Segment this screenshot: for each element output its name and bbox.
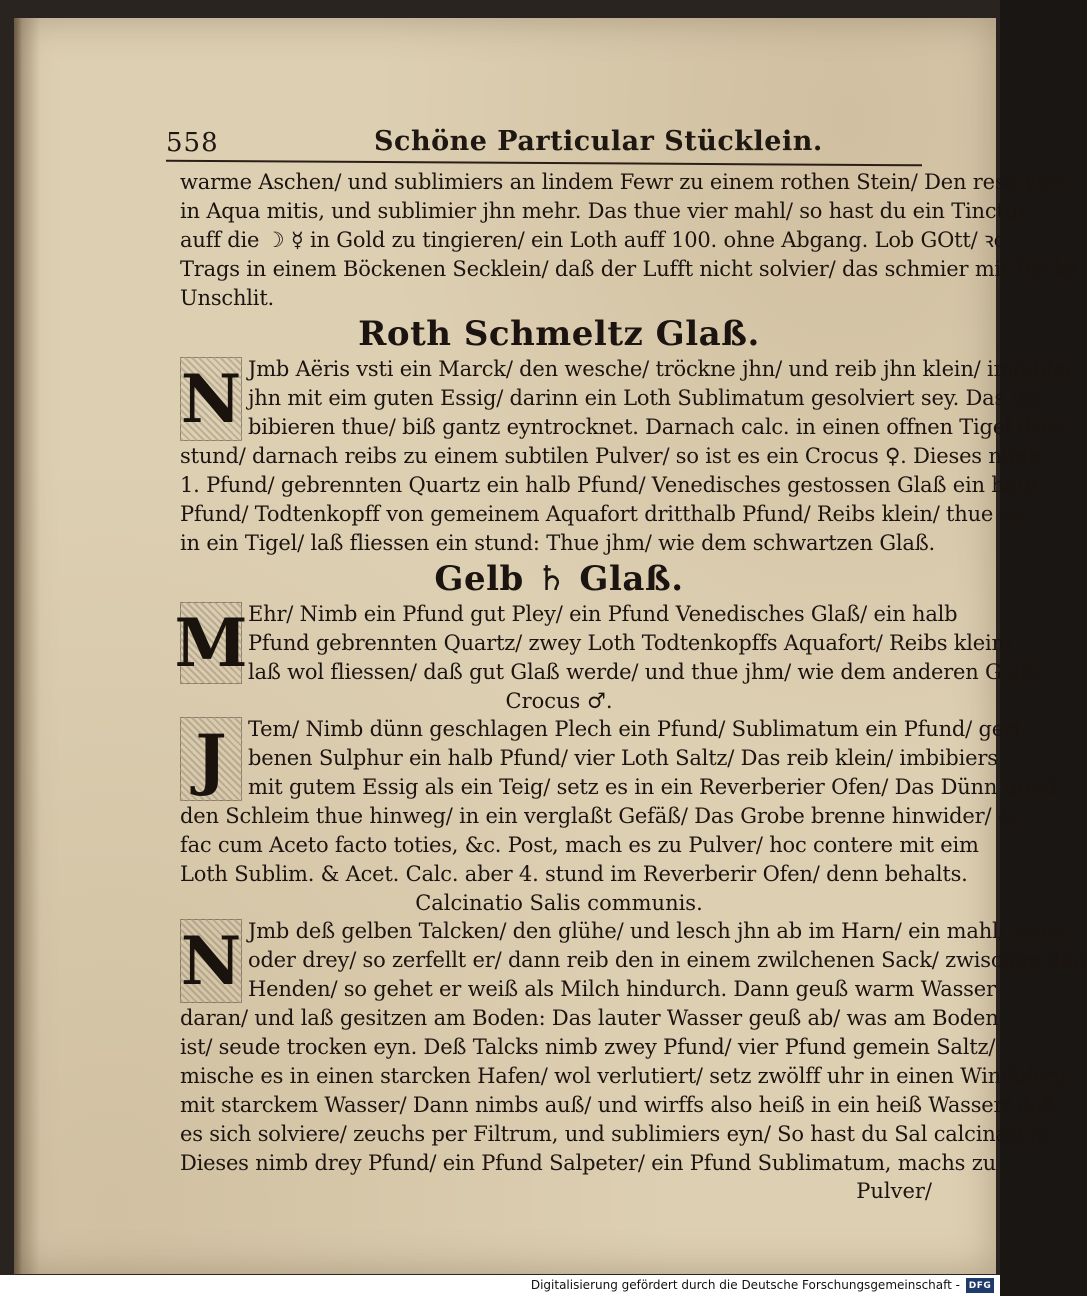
body-text (174, 168, 1087, 1204)
section-heading-calcinatio: Calcinatio Salis communis. (415, 891, 703, 915)
page-number: 558 (166, 128, 219, 158)
text-line: Henden/ so gehet er weiß als Milch hindurch. Dann geuß warm Wasser (248, 977, 996, 1001)
paragraph-gelb-glass (174, 600, 1041, 687)
text-line: Jmb Aëris vsti ein Marck/ den wesche/ tröckne jhn/ und reib jhn klein/ imbibier (248, 357, 1075, 381)
catchword: Pulver/ (856, 1179, 932, 1203)
text-line: Dieses nimb drey Pfund/ ein Pfund Salpeter/ ein Pfund Sublimatum, machs zu (180, 1151, 996, 1175)
text-line: daran/ und laß gesitzen am Boden: Das lauter Wasser geuß ab/ was am Boden (180, 1006, 999, 1030)
text-line: es sich solviere/ zeuchs per Filtrum, und sublimiers eyn/ So hast du Sal calcinatum. (180, 1122, 1056, 1146)
section-heading-gelb-glass: Gelb ♄ Glaß. (434, 559, 684, 599)
text-line: in Aqua mitis, und sublimier jhn mehr. Das thue vier mahl/ so hast du ein Tinctur (180, 199, 1028, 223)
text-line: bibieren thue/ biß gantz eyntrocknet. Darnach calc. in einen offnen Tigel drey (248, 415, 1065, 439)
text-line: fac cum Aceto facto toties, &c. Post, mach es zu Pulver/ hoc contere mit eim (180, 833, 979, 857)
running-head (166, 124, 926, 164)
digitization-footer (0, 1275, 1000, 1296)
text-line: stund/ darnach reibs zu einem subtilen Pulver/ so ist es ein Crocus ♀. Dieses nimb (180, 444, 1042, 468)
text-line: auff die ☽ ☿ in Gold zu tingieren/ ein Loth auff 100. ohne Abgang. Lob GOtt/ ꝛc. (180, 228, 1012, 252)
text-line: den Schleim thue hinweg/ in ein verglaßt Gefäß/ Das Grobe brenne hinwider/ & (180, 804, 1017, 828)
text-line: oder drey/ so zerfellt er/ dann reib den in einem zwilchenen Sack/ zwischen den (248, 948, 1087, 972)
text-line: 1. Pfund/ gebrennten Quartz ein halb Pfund/ Venedisches gestossen Glaß ein halb (180, 473, 1037, 497)
text-line: Pfund gebrennten Quartz/ zwey Loth Todtenkopffs Aquafort/ Reibs klein/ (248, 631, 1012, 655)
text-line: mische es in einen starcken Hafen/ wol verlutiert/ setz zwölff uhr in einen Windofen/ (180, 1064, 1067, 1088)
text-line: in ein Tigel/ laß fliessen ein stund: Thue jhm/ wie dem schwartzen Glaß. (180, 531, 936, 555)
text-line: Tem/ Nimb dünn geschlagen Plech ein Pfund/ Sublimatum ein Pfund/ geri- (248, 717, 1028, 741)
decorated-initial: N (180, 357, 242, 441)
text-line: Pfund/ Todtenkopff von gemeinem Aquafort dritthalb Pfund/ Reibs klein/ thue es (180, 502, 1023, 526)
paragraph-roth-schmeltz-glass (180, 355, 1075, 558)
decorated-initial: N (180, 919, 242, 1003)
text-line: Loth Sublim. & Acet. Calc. aber 4. stund im Reverberir Ofen/ denn behalts. (180, 862, 968, 886)
text-line: jhn mit eim guten Essig/ darinn ein Loth Sublimatum gesolviert sey. Das im- (248, 386, 1045, 410)
text-line: benen Sulphur ein halb Pfund/ vier Loth Saltz/ Das reib klein/ imbibiers (248, 746, 998, 770)
section-heading-roth-schmeltz-glass: Roth Schmeltz Glaß. (358, 314, 760, 354)
decorated-initial: M (174, 604, 248, 682)
text-line: Unschlit. (180, 286, 275, 310)
page-gutter-shadow (14, 18, 22, 1274)
funding-credit: Digitalisierung gefördert durch die Deutsche Forschungsgemeinschaft - (530, 1278, 960, 1292)
text-line: warme Aschen/ und sublimiers an lindem Fewr zu einem rothen Stein/ Den resolvier (180, 170, 1065, 194)
paragraph-calcinatio (180, 917, 1087, 1178)
dfg-logo: DFG (966, 1278, 994, 1293)
decorated-initial: J (180, 717, 242, 801)
section-heading-crocus: Crocus ♂. (505, 689, 613, 713)
text-line: mit gutem Essig als ein Teig/ setz es in ein Reverberier Ofen/ Das Dünn unnd (248, 775, 1057, 799)
text-line: Jmb deß gelben Talcken/ den glühe/ und lesch jhn ab im Harn/ ein mahl/ zwey (248, 919, 1065, 943)
running-title: Schöne Particular Stücklein. (374, 126, 823, 157)
paragraph-crocus (180, 715, 1057, 889)
text-line: ist/ seude trocken eyn. Deß Talcks nimb zwey Pfund/ vier Pfund gemein Saltz/ (180, 1035, 996, 1059)
intro-paragraph (180, 168, 1079, 313)
text-line: Trags in einem Böckenen Secklein/ daß der Lufft nicht solvier/ das schmier mit Bocks (180, 257, 1079, 281)
text-line: Ehr/ Nimb ein Pfund gut Pley/ ein Pfund Venedisches Glaß/ ein halb (248, 602, 958, 626)
text-line: mit starckem Wasser/ Dann nimbs auß/ und wirffs also heiß in ein heiß Wasser/ daß (180, 1093, 1057, 1117)
text-line: laß wol fliessen/ daß gut Glaß werde/ und thue jhm/ wie dem anderen Glaß. (248, 660, 1041, 684)
